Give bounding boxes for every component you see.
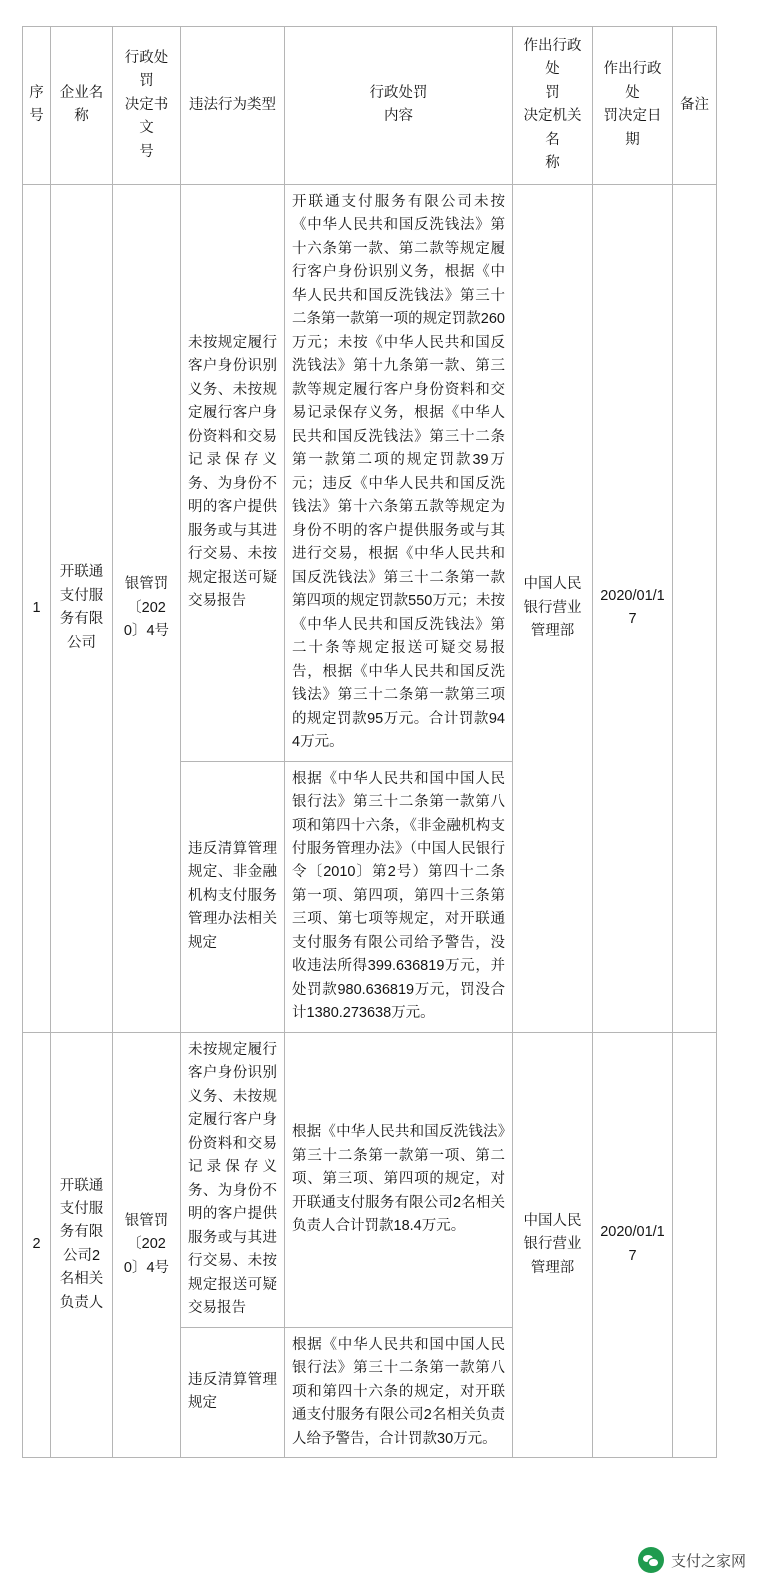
cell-organ: 中国人民银行营业管理部	[513, 184, 593, 1032]
cell-seq: 2	[23, 1032, 51, 1457]
cell-entity: 开联通支付服务有限公司	[51, 184, 113, 1032]
table-row	[23, 1032, 717, 1327]
penalty-table	[22, 26, 717, 1458]
header-organ: 作出行政处 罚 决定机关名 称	[513, 27, 593, 185]
cell-seq: 1	[23, 184, 51, 1032]
cell-content: 开联通支付服务有限公司未按《中华人民共和国反洗钱法》第十六条第一款、第二款等规定履行客户身份识别义务，根据《中华人民共和国反洗钱法》第三十二条第一款第一项的规定罚款260万元；未按《中华人民共和国反洗钱法》第十九条第一款、第三款等规定履行客户身份资料和交易记录保存义务，根据《中华人民共和国反洗钱法》第三十二条第一款第二项的规定罚款39万元；违反《中华人民共和国反洗钱法》第十六条第五款等规定为身份不明的客户提供服务或与其进行交易，根据《中华人民共和国反洗钱法》第三十二条第一款第四项的规定罚款550万元；未按《中华人民共和国反洗钱法》第二十条等规定报送可疑交易报告，根据《中华人民共和国反洗钱法》第三十二条第一款第三项的规定罚款95万元。合计罚款944万元。	[285, 184, 513, 761]
table-row	[23, 184, 717, 761]
cell-violation-type: 未按规定履行客户身份识别义务、未按规定履行客户身份资料和交易记录保存义务、为身份不明的客户提供服务或与其进行交易、未按规定报送可疑交易报告	[181, 184, 285, 761]
cell-note	[673, 184, 717, 1032]
watermark-label: 支付之家网	[670, 1552, 746, 1570]
cell-content: 根据《中华人民共和国反洗钱法》第三十二条第一款第一项、第二项、第三项、第四项的规定，对开联通支付服务有限公司2名相关负责人合计罚款18.4万元。	[285, 1032, 513, 1327]
watermark	[638, 1547, 746, 1573]
header-date: 作出行政处 罚决定日期	[593, 27, 673, 185]
cell-violation-type: 违反清算管理规定	[181, 1327, 285, 1457]
cell-violation-type: 未按规定履行客户身份识别义务、未按规定履行客户身份资料和交易记录保存义务、为身份不明的客户提供服务或与其进行交易、未按规定报送可疑交易报告	[181, 1032, 285, 1327]
header-seq: 序 号	[23, 27, 51, 185]
header-doc-no: 行政处罚 决定书文 号	[113, 27, 181, 185]
cell-doc-no: 银管罚〔2020〕4号	[113, 184, 181, 1032]
cell-organ: 中国人民银行营业管理部	[513, 1032, 593, 1457]
table-header-row	[23, 27, 717, 185]
cell-note	[673, 1032, 717, 1457]
header-violation-type: 违法行为类型	[181, 27, 285, 185]
cell-doc-no: 银管罚〔2020〕4号	[113, 1032, 181, 1457]
wechat-icon	[638, 1547, 664, 1573]
cell-content: 根据《中华人民共和国中国人民银行法》第三十二条第一款第八项和第四十六条的规定，对开联通支付服务有限公司2名相关负责人给予警告，合计罚款30万元。	[285, 1327, 513, 1457]
header-note: 备注	[673, 27, 717, 185]
cell-violation-type: 违反清算管理规定、非金融机构支付服务管理办法相关规定	[181, 761, 285, 1032]
cell-entity: 开联通支付服务有限公司2名相关负责人	[51, 1032, 113, 1457]
header-entity: 企业名 称	[51, 27, 113, 185]
document-page	[0, 26, 762, 1589]
cell-date: 2020/01/17	[593, 1032, 673, 1457]
cell-date: 2020/01/17	[593, 184, 673, 1032]
cell-content: 根据《中华人民共和国中国人民银行法》第三十二条第一款第八项和第四十六条，《非金融机构支付服务管理办法》（中国人民银行令〔2010〕第2号）第四十二条第一项、第四项，第四十三条第三项、第七项等规定，对开联通支付服务有限公司给予警告，没收违法所得399.636819万元，并处罚款980.636819万元，罚没合计1380.273638万元。	[285, 761, 513, 1032]
header-content: 行政处罚 内容	[285, 27, 513, 185]
